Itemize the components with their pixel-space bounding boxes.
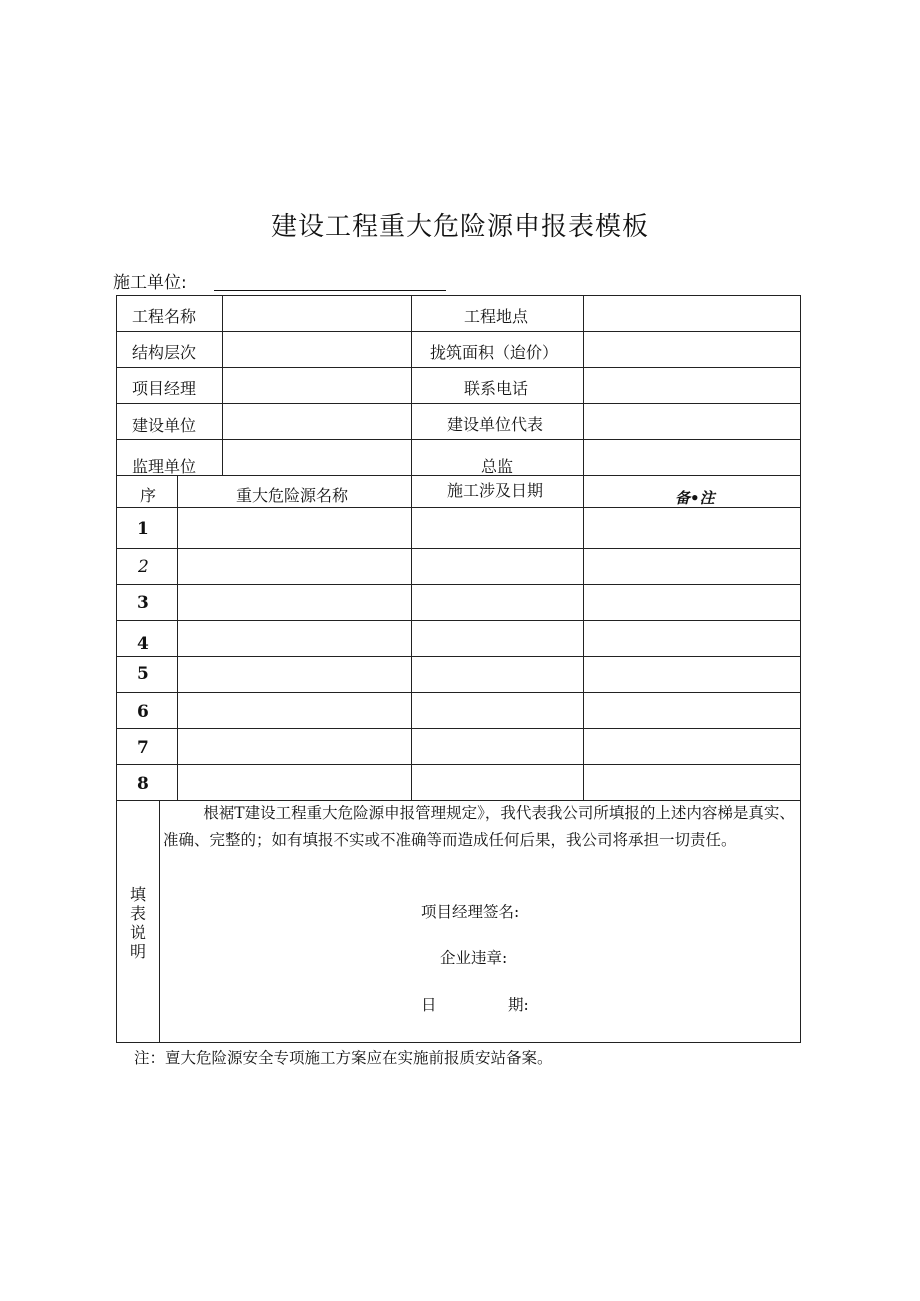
col-divider — [583, 295, 584, 475]
header-remark: 备•注 — [675, 489, 715, 507]
company-seal-label: 企业违章: — [440, 949, 508, 967]
date-label-suffix: 期: — [508, 996, 529, 1014]
field-project-manager[interactable] — [224, 368, 410, 402]
row-divider — [116, 584, 801, 585]
field-chief-supervisor[interactable] — [585, 440, 799, 474]
field-supervision-unit[interactable] — [224, 440, 410, 474]
date-label: 日 — [421, 996, 437, 1014]
field-project-location[interactable] — [585, 296, 799, 330]
label-chief-supervisor: 总监 — [481, 457, 514, 476]
col-divider — [222, 295, 223, 475]
row-divider — [116, 692, 801, 693]
row-number: 4 — [137, 634, 149, 654]
label-building-area: 拢筑面积（迨价） — [430, 343, 559, 362]
col-divider — [411, 475, 412, 800]
field-contact-phone[interactable] — [585, 368, 799, 402]
declaration-side-label: 填表说明 — [129, 885, 146, 961]
label-project-location: 工程地点 — [464, 307, 529, 326]
row-number: 7 — [137, 738, 149, 758]
col-divider — [159, 800, 160, 1043]
field-builder-unit[interactable] — [224, 404, 410, 438]
row-divider — [116, 620, 801, 621]
manager-signature-label: 项目经理签名: — [421, 903, 520, 921]
row-divider — [116, 475, 801, 476]
page-title: 建设工程重大危险源申报表模板 — [270, 212, 649, 242]
construction-unit-label: 施工单位: — [113, 273, 187, 293]
row-number: 8 — [137, 774, 149, 794]
header-hazard-name: 重大危险源名称 — [236, 486, 349, 505]
row-number: 3 — [137, 593, 149, 613]
row-number: 1 — [137, 519, 149, 539]
declaration-text: 根裾T建设工程重大危险源申报管理规定》，我代表我公司所填报的上述内容梯是真实、准确、完整的；如有填报不实或不准确等而造成任何后果，我公司将承担一切责任。 — [163, 804, 795, 849]
label-contact-phone: 联系电话 — [464, 379, 529, 398]
field-building-area[interactable] — [585, 332, 799, 366]
field-project-name[interactable] — [224, 296, 410, 330]
row-number: 5 — [137, 664, 149, 684]
col-divider — [177, 475, 178, 800]
label-builder-representative: 建设单位代表 — [447, 415, 544, 434]
field-builder-representative[interactable] — [585, 404, 799, 438]
label-project-manager: 项目经理 — [132, 379, 197, 398]
header-construction-date: 施工涉及日期 — [447, 481, 544, 500]
row-number: 6 — [137, 702, 149, 722]
row-divider — [116, 728, 801, 729]
label-builder-unit: 建设单位 — [132, 416, 197, 435]
col-divider — [411, 295, 412, 475]
label-supervision-unit: 监理单位 — [132, 457, 197, 476]
field-structure-levels[interactable] — [224, 332, 410, 366]
row-divider — [116, 548, 801, 549]
label-structure-levels: 结构层次 — [132, 343, 197, 362]
row-divider — [116, 764, 801, 765]
col-divider — [583, 475, 584, 800]
footnote: 注：亶大危险源安全专项施工方案应在实施前报质安站备案。 — [134, 1049, 553, 1067]
header-seq: 序 — [140, 486, 157, 505]
row-number: 2 — [138, 557, 149, 577]
construction-unit-field[interactable] — [214, 290, 446, 291]
label-project-name: 工程名称 — [132, 307, 197, 326]
row-divider — [116, 656, 801, 657]
